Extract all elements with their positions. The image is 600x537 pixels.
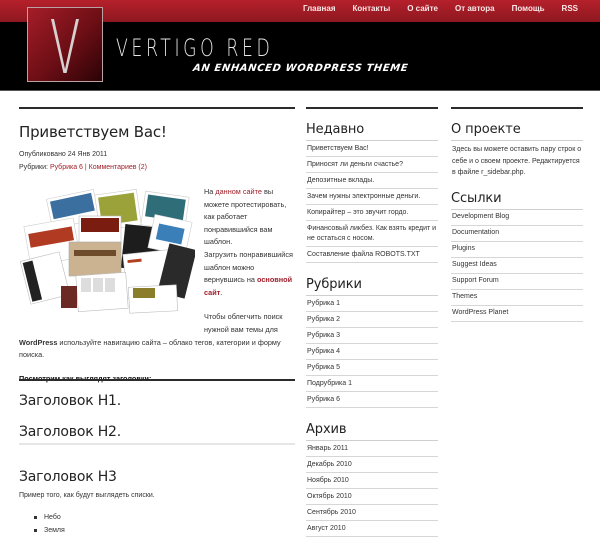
link-themes[interactable]: Themes: [452, 293, 478, 300]
nav-contacts[interactable]: Контакты: [352, 4, 391, 13]
comments-link[interactable]: Комментариев (2): [88, 164, 147, 171]
this-site-link[interactable]: данном сайте: [215, 187, 262, 196]
archive-link[interactable]: Август 2010: [307, 524, 346, 532]
link-suggest-ideas[interactable]: Suggest Ideas: [452, 261, 497, 268]
post-full-text: [19, 337, 295, 386]
h2-underline: [19, 443, 295, 445]
wordpress-bold: WordPress: [19, 337, 58, 347]
main-content: [19, 107, 295, 385]
header-divider: [0, 90, 600, 91]
archive-item: [306, 505, 438, 521]
blogroll-item: [451, 258, 583, 274]
heading-h1-sample: Заголовок H1.: [19, 393, 121, 409]
categories-list: [306, 296, 438, 408]
text: используйте навигацию сайта – облако тегов, категории и форму поиска.: [19, 337, 281, 360]
site-logo[interactable]: [27, 7, 103, 82]
nav-home[interactable]: Главная: [302, 4, 336, 13]
heading-h2-sample: Заголовок H2.: [19, 424, 121, 440]
category-item: [306, 376, 438, 392]
archive-item: [306, 521, 438, 537]
link-documentation[interactable]: Documentation: [452, 229, 500, 236]
category-link[interactable]: Рубрика 2: [307, 315, 341, 323]
sidebar-middle: [306, 107, 438, 537]
text: Загрузить понравившийся шаблон можно вернувшись на: [204, 249, 293, 285]
links-list: [451, 210, 583, 322]
site-tagline: AN ENHANCED WORDPRESS THEME: [192, 63, 409, 74]
recent-post-link[interactable]: Приветствуем Вас!: [307, 144, 369, 152]
sample-list: [41, 511, 65, 537]
post-paragraph-1: [204, 186, 296, 249]
about-text: Здесь вы можете оставить пару строк о себе и о своем проекте. Редактируется в файле r_sidebar.php.: [452, 146, 582, 176]
rubric-link[interactable]: Рубрика 6: [49, 164, 83, 171]
text: На: [204, 187, 216, 196]
main-site-link[interactable]: основной сайт: [204, 275, 293, 297]
post-paragraph-2: [204, 249, 296, 299]
recent-post-link[interactable]: Составление файла ROBOTS.TXT: [307, 250, 420, 258]
category-item: [306, 328, 438, 344]
about-title: О проекте: [451, 122, 583, 141]
link-plugins[interactable]: Plugins: [452, 245, 475, 252]
text: вы можете протестировать, как работает понравившийся вам шаблон.: [204, 187, 287, 247]
sidebar-top-divider: [451, 107, 583, 109]
post-meta: [19, 161, 295, 174]
recent-post-link[interactable]: Финансовый ликбез. Как взять кредит и не остаться с носом.: [307, 224, 437, 242]
post-title[interactable]: Приветствуем Вас!: [19, 123, 167, 141]
recent-post-item: [306, 157, 438, 173]
link-development-blog[interactable]: Development Blog: [452, 213, 510, 220]
text: .: [220, 287, 223, 297]
category-item: [306, 296, 438, 312]
recent-post-item: [306, 189, 438, 205]
post-paragraph-3-start: Чтобы облегчить поиск нужной вам темы для: [204, 312, 283, 334]
category-item: [306, 392, 438, 408]
post-body: [19, 186, 295, 385]
links-title: Ссылки: [451, 191, 583, 210]
logo-v-icon: [28, 8, 102, 81]
archive-link[interactable]: Ноябрь 2010: [307, 476, 349, 484]
themes-collage-image: [19, 186, 195, 316]
category-link[interactable]: Рубрика 1: [307, 299, 341, 307]
category-link[interactable]: Подрубрика 1: [307, 379, 353, 387]
sidebar-right: [451, 107, 583, 322]
archive-link[interactable]: Сентябрь 2010: [307, 508, 356, 516]
blogroll-item: [451, 210, 583, 226]
recent-post-item: [306, 141, 438, 157]
archive-list: [306, 441, 438, 537]
blogroll-item: [451, 290, 583, 306]
blogroll-item: [451, 226, 583, 242]
list-item: Небо: [41, 511, 65, 524]
main-top-divider: [19, 107, 295, 109]
recent-posts-list: [306, 141, 438, 263]
site-header: [0, 0, 600, 91]
recent-post-link[interactable]: Приносят ли деньги счастье?: [307, 160, 403, 168]
site-title: VERTIGO RED: [116, 34, 274, 62]
blogroll-item: [451, 306, 583, 322]
list-intro: Пример того, как будут выглядеть списки.: [19, 492, 155, 499]
archive-link[interactable]: Декабрь 2010: [307, 460, 352, 468]
archive-link[interactable]: Январь 2011: [307, 444, 348, 452]
category-link[interactable]: Рубрика 4: [307, 347, 341, 355]
heading-h3-sample: Заголовок H3: [19, 469, 117, 485]
nav-rss[interactable]: RSS: [561, 4, 578, 13]
blogroll-item: [451, 274, 583, 290]
archive-item: [306, 473, 438, 489]
recent-post-link[interactable]: Депозитные вклады.: [307, 176, 375, 184]
archive-item: [306, 441, 438, 457]
category-item: [306, 344, 438, 360]
post-date: Опубликовано 24 Янв 2011: [19, 151, 108, 158]
post-paragraph-3-rest: [19, 337, 295, 362]
recent-post-item: [306, 173, 438, 189]
post-side-text: [204, 186, 296, 337]
link-support-forum[interactable]: Support Forum: [452, 277, 499, 284]
recent-post-item: [306, 247, 438, 263]
recent-post-link[interactable]: Зачем нужны электронные деньги.: [307, 192, 421, 200]
meta-separator: |: [82, 164, 89, 171]
top-navigation: [286, 4, 578, 14]
nav-from-author[interactable]: От автора: [454, 4, 495, 13]
blogroll-item: [451, 242, 583, 258]
archive-item: [306, 489, 438, 505]
nav-about-site[interactable]: О сайте: [407, 4, 438, 13]
archive-title: Архив: [306, 422, 438, 441]
category-link[interactable]: Рубрика 5: [307, 363, 341, 371]
section-divider: [19, 379, 295, 381]
nav-help[interactable]: Помощь: [511, 4, 545, 13]
list-item: Земля: [41, 524, 65, 537]
categories-title: Рубрики: [306, 277, 438, 296]
rubrics-label: Рубрики:: [19, 164, 50, 171]
category-link[interactable]: Рубрика 3: [307, 331, 341, 339]
recent-post-item: [306, 221, 438, 247]
recent-post-item: [306, 205, 438, 221]
archive-item: [306, 457, 438, 473]
sidebar-top-divider: [306, 107, 438, 109]
category-item: [306, 360, 438, 376]
category-link[interactable]: Рубрика 6: [307, 395, 341, 403]
archive-link[interactable]: Октябрь 2010: [307, 492, 352, 500]
recent-title: Недавно: [306, 122, 438, 141]
link-wordpress-planet[interactable]: WordPress Planet: [452, 309, 509, 316]
category-item: [306, 312, 438, 328]
recent-post-link[interactable]: Копирайтер – это звучит гордо.: [307, 208, 409, 216]
